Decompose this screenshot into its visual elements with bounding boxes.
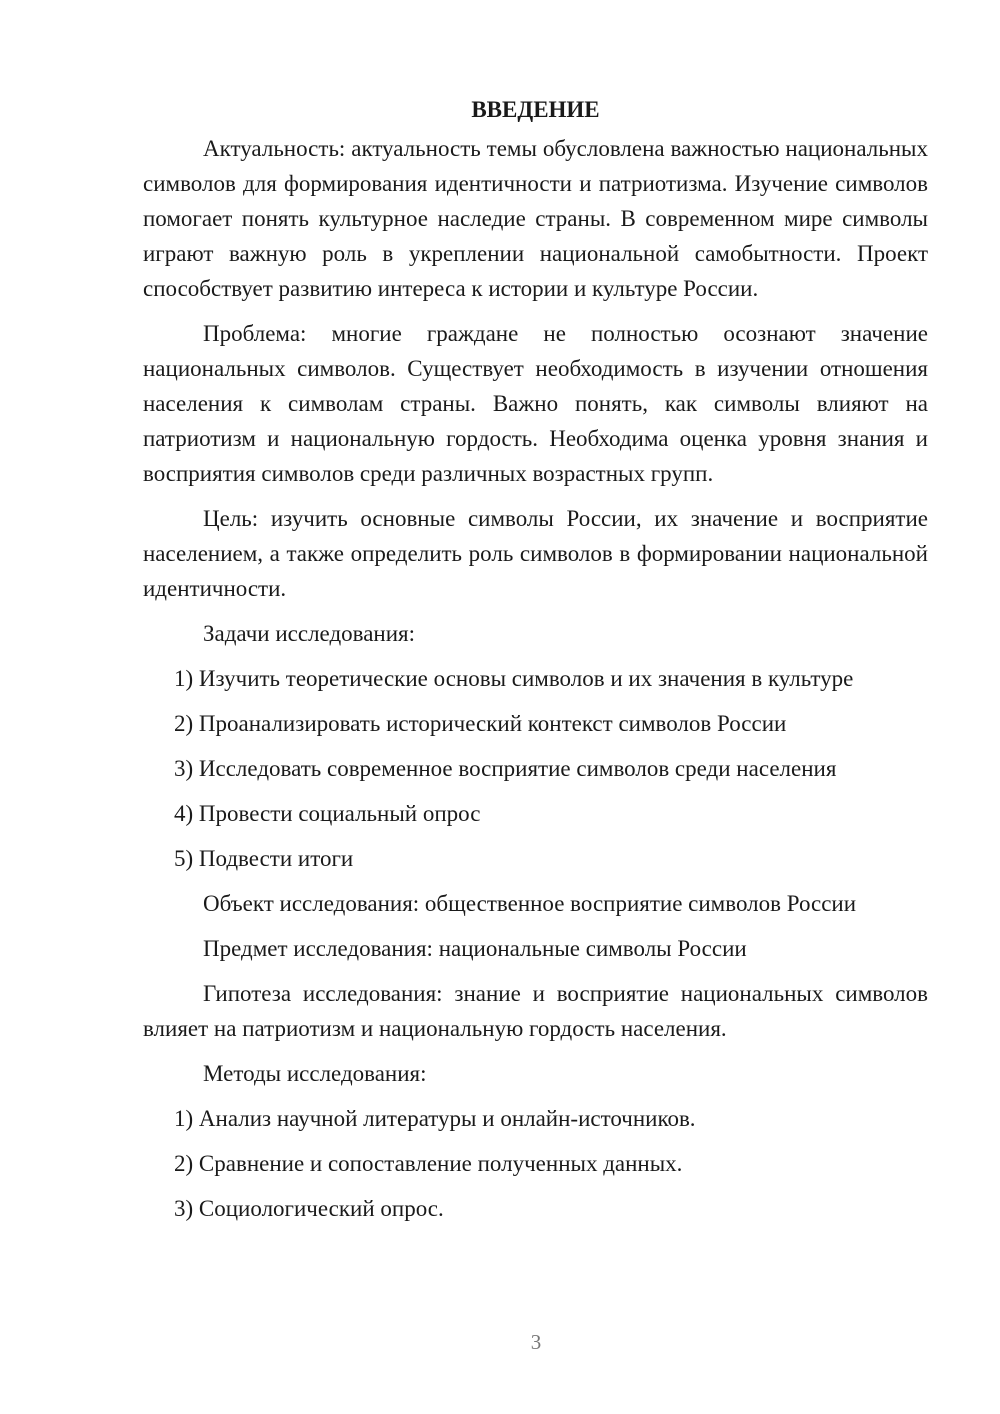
relevance-paragraph: Актуальность: актуальность темы обусловлена важностью национальных символов для формирования идентичности и патриотизма. Изучение символов помогает понять культурное наследие страны. В современном мире символы играют важную роль в укреплении национальной самобытности. Проект способствует развитию интереса к истории и культуре России. <box>143 136 928 301</box>
object-paragraph: Объект исследования: общественное восприятие символов России <box>203 891 857 916</box>
problem-paragraph: Проблема: многие граждане не полностью осознают значение национальных символов. Существует необходимость в изучении отношения населения к символам страны. Важно понять, как символы влияют на патриотизм и национальную гордость. Необходима оценка уровня знания и восприятия символов среди различных возрастных групп. <box>143 321 928 486</box>
hypothesis-paragraph: Гипотеза исследования: знание и восприятие национальных символов влияет на патриотизм и национальную гордость населения. <box>143 981 928 1041</box>
method-item: 2) Сравнение и сопоставление полученных данных. <box>174 1151 683 1176</box>
method-item: 1) Анализ научной литературы и онлайн-источников. <box>174 1106 696 1131</box>
goal-paragraph: Цель: изучить основные символы России, их значение и восприятие населением, а также определить роль символов в формировании национальной идентичности. <box>143 506 928 601</box>
task-item: 5) Подвести итоги <box>174 846 354 871</box>
task-item: 3) Исследовать современное восприятие символов среди населения <box>174 756 837 781</box>
task-item: 4) Провести социальный опрос <box>174 801 481 826</box>
task-item: 1) Изучить теоретические основы символов и их значения в культуре <box>174 666 854 691</box>
methods-title: Методы исследования: <box>203 1061 427 1086</box>
page-number: 3 <box>530 1330 542 1354</box>
page-content <box>143 92 928 1236</box>
task-item: 2) Проанализировать исторический контекст символов России <box>174 711 787 736</box>
method-item: 3) Социологический опрос. <box>174 1196 444 1221</box>
section-heading: ВВЕДЕНИЕ <box>471 97 600 122</box>
tasks-title: Задачи исследования: <box>203 621 416 646</box>
subject-paragraph: Предмет исследования: национальные символы России <box>203 936 747 961</box>
